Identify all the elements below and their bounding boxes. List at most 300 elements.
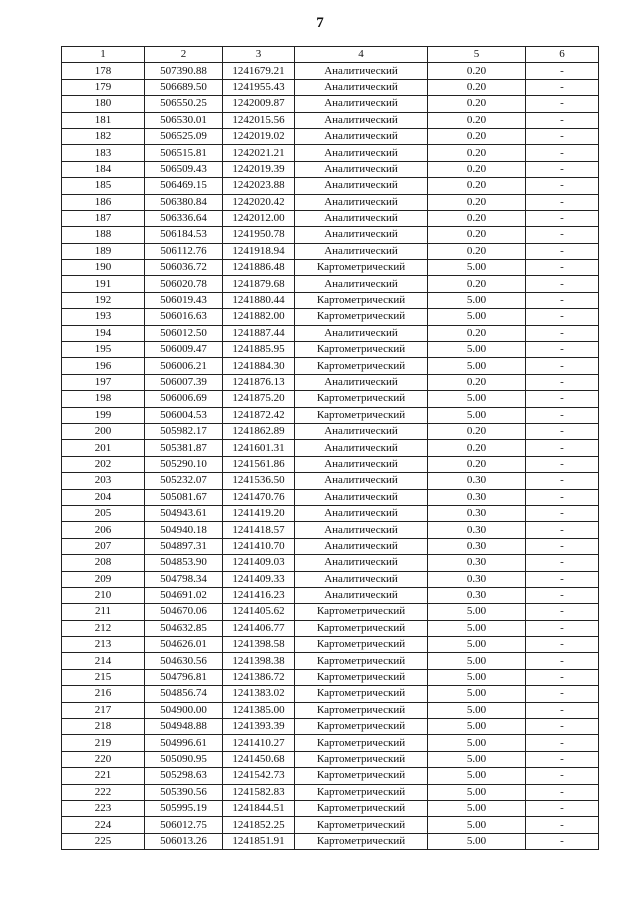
table-cell: 5.00 [428, 735, 526, 751]
table-cell: 505290.10 [145, 456, 223, 472]
table-cell: 1241882.00 [223, 309, 295, 325]
column-header: 4 [295, 47, 428, 63]
table-cell: - [526, 620, 599, 636]
table-cell: 506509.43 [145, 161, 223, 177]
table-cell: 5.00 [428, 358, 526, 374]
table-cell: 1241582.83 [223, 784, 295, 800]
table-cell: 506550.25 [145, 96, 223, 112]
table-cell: Картометрический [295, 653, 428, 669]
table-cell: Картометрический [295, 292, 428, 308]
table-cell: 504691.02 [145, 587, 223, 603]
table-cell: 5.00 [428, 833, 526, 849]
table-cell: - [526, 817, 599, 833]
table-row [62, 358, 599, 374]
table-cell: - [526, 522, 599, 538]
table-cell: 1242019.02 [223, 128, 295, 144]
column-header: 5 [428, 47, 526, 63]
table-cell: 188 [62, 227, 145, 243]
table-cell: Аналитический [295, 63, 428, 79]
table-cell: - [526, 325, 599, 341]
table-cell: 1241409.33 [223, 571, 295, 587]
table-cell: 213 [62, 637, 145, 653]
table-row [62, 112, 599, 128]
table-cell: 0.20 [428, 210, 526, 226]
table-cell: 5.00 [428, 800, 526, 816]
table-row [62, 768, 599, 784]
table-row [62, 604, 599, 620]
table-cell: 193 [62, 309, 145, 325]
table-cell: Аналитический [295, 522, 428, 538]
table-cell: Аналитический [295, 489, 428, 505]
table-cell: Аналитический [295, 128, 428, 144]
table-cell: 215 [62, 669, 145, 685]
table-row [62, 735, 599, 751]
table-cell: 1242015.56 [223, 112, 295, 128]
table-cell: - [526, 489, 599, 505]
table-cell: 506009.47 [145, 342, 223, 358]
table-cell: - [526, 735, 599, 751]
table-cell: 1241542.73 [223, 768, 295, 784]
table-cell: Картометрический [295, 604, 428, 620]
table-cell: 1242023.88 [223, 178, 295, 194]
table-cell: - [526, 210, 599, 226]
table-cell: - [526, 374, 599, 390]
table-cell: Аналитический [295, 243, 428, 259]
table-cell: 506007.39 [145, 374, 223, 390]
table-cell: 504626.01 [145, 637, 223, 653]
table-row [62, 276, 599, 292]
table-cell: 5.00 [428, 604, 526, 620]
table-cell: 1241885.95 [223, 342, 295, 358]
table-cell: 0.30 [428, 522, 526, 538]
table-cell: 1241601.31 [223, 440, 295, 456]
table-cell: 5.00 [428, 784, 526, 800]
table-cell: 1242012.00 [223, 210, 295, 226]
table-cell: 1241918.94 [223, 243, 295, 259]
table-cell: 5.00 [428, 391, 526, 407]
table-cell: 5.00 [428, 309, 526, 325]
table-cell: 5.00 [428, 719, 526, 735]
table-cell: 0.20 [428, 325, 526, 341]
table-row [62, 309, 599, 325]
table-cell: 181 [62, 112, 145, 128]
table-cell: 5.00 [428, 751, 526, 767]
table-cell: 506112.76 [145, 243, 223, 259]
table-cell: 0.20 [428, 63, 526, 79]
table-cell: 1241876.13 [223, 374, 295, 390]
table-cell: 504798.34 [145, 571, 223, 587]
table-cell: Картометрический [295, 260, 428, 276]
table-cell: Аналитический [295, 423, 428, 439]
table-cell: Аналитический [295, 325, 428, 341]
table-cell: 210 [62, 587, 145, 603]
table-cell: 202 [62, 456, 145, 472]
table-cell: 506525.09 [145, 128, 223, 144]
table-cell: 214 [62, 653, 145, 669]
table-cell: 1241561.86 [223, 456, 295, 472]
table-cell: 208 [62, 555, 145, 571]
table-row [62, 128, 599, 144]
table-cell: 1241862.89 [223, 423, 295, 439]
table-cell: Картометрический [295, 686, 428, 702]
table-cell: 0.20 [428, 96, 526, 112]
table-cell: - [526, 227, 599, 243]
table-cell: 506016.63 [145, 309, 223, 325]
table-cell: 506019.43 [145, 292, 223, 308]
table-cell: - [526, 194, 599, 210]
table-cell: Аналитический [295, 276, 428, 292]
column-header: 6 [526, 47, 599, 63]
table-cell: Аналитический [295, 538, 428, 554]
table-cell: 180 [62, 96, 145, 112]
table-row [62, 817, 599, 833]
table-cell: 195 [62, 342, 145, 358]
table-cell: 1241955.43 [223, 79, 295, 95]
table-cell: 1241886.48 [223, 260, 295, 276]
table-cell: 1241385.00 [223, 702, 295, 718]
table-cell: Аналитический [295, 227, 428, 243]
table-cell: 207 [62, 538, 145, 554]
table-cell: Аналитический [295, 505, 428, 521]
table-cell: - [526, 440, 599, 456]
table-cell: 505381.87 [145, 440, 223, 456]
table-cell: 222 [62, 784, 145, 800]
table-row [62, 79, 599, 95]
table-cell: 506380.84 [145, 194, 223, 210]
table-cell: 201 [62, 440, 145, 456]
table-cell: 182 [62, 128, 145, 144]
table-cell: 1241879.68 [223, 276, 295, 292]
table-cell: 0.30 [428, 587, 526, 603]
table-cell: 506184.53 [145, 227, 223, 243]
table-cell: 1241406.77 [223, 620, 295, 636]
table-cell: 1241884.30 [223, 358, 295, 374]
table-cell: - [526, 768, 599, 784]
table-cell: 0.20 [428, 456, 526, 472]
table-cell: - [526, 686, 599, 702]
table-cell: - [526, 784, 599, 800]
table-cell: 506012.50 [145, 325, 223, 341]
table-cell: 506004.53 [145, 407, 223, 423]
table-cell: 506006.69 [145, 391, 223, 407]
table-cell: Картометрический [295, 719, 428, 735]
table-cell: Аналитический [295, 571, 428, 587]
table-cell: 223 [62, 800, 145, 816]
table-cell: 1241852.25 [223, 817, 295, 833]
table-cell: 209 [62, 571, 145, 587]
table-row [62, 63, 599, 79]
table-cell: - [526, 604, 599, 620]
table-cell: Картометрический [295, 768, 428, 784]
table-cell: Аналитический [295, 555, 428, 571]
table-cell: - [526, 309, 599, 325]
table-cell: 1241418.57 [223, 522, 295, 538]
table-cell: 191 [62, 276, 145, 292]
table-row [62, 423, 599, 439]
table-cell: 5.00 [428, 817, 526, 833]
table-cell: 5.00 [428, 653, 526, 669]
table-cell: 0.20 [428, 243, 526, 259]
table-cell: 0.20 [428, 423, 526, 439]
table-cell: - [526, 342, 599, 358]
table-cell: 0.20 [428, 374, 526, 390]
table-row [62, 571, 599, 587]
table-cell: 0.30 [428, 555, 526, 571]
table-cell: Аналитический [295, 374, 428, 390]
table-cell: 1241679.21 [223, 63, 295, 79]
table-cell: 1242021.21 [223, 145, 295, 161]
table-cell: 212 [62, 620, 145, 636]
table-cell: - [526, 260, 599, 276]
table-cell: Аналитический [295, 145, 428, 161]
table-cell: Картометрический [295, 407, 428, 423]
table-row [62, 456, 599, 472]
table-cell: 505298.63 [145, 768, 223, 784]
table-cell: - [526, 178, 599, 194]
table-row [62, 686, 599, 702]
table-cell: Аналитический [295, 473, 428, 489]
table-row [62, 145, 599, 161]
table-cell: - [526, 555, 599, 571]
table-row [62, 407, 599, 423]
table-cell: 0.20 [428, 79, 526, 95]
table-cell: 225 [62, 833, 145, 849]
table-cell: Аналитический [295, 178, 428, 194]
table-row [62, 342, 599, 358]
table-cell: 504796.81 [145, 669, 223, 685]
table-cell: 1241398.38 [223, 653, 295, 669]
table-row [62, 522, 599, 538]
table-row [62, 538, 599, 554]
table-cell: Картометрический [295, 817, 428, 833]
table-row [62, 243, 599, 259]
table-cell: - [526, 128, 599, 144]
table-cell: Аналитический [295, 210, 428, 226]
table-cell: - [526, 456, 599, 472]
table-cell: 198 [62, 391, 145, 407]
table-cell: 1241450.68 [223, 751, 295, 767]
table-cell: 178 [62, 63, 145, 79]
table-cell: - [526, 833, 599, 849]
table-cell: 1241880.44 [223, 292, 295, 308]
table-cell: 504856.74 [145, 686, 223, 702]
table-row [62, 473, 599, 489]
table-row [62, 489, 599, 505]
table-cell: 505090.95 [145, 751, 223, 767]
table-cell: 1241393.39 [223, 719, 295, 735]
table-cell: 1241409.03 [223, 555, 295, 571]
table-cell: 504948.88 [145, 719, 223, 735]
table-cell: 506020.78 [145, 276, 223, 292]
table-cell: - [526, 79, 599, 95]
table-cell: 505081.67 [145, 489, 223, 505]
table-cell: 1242019.39 [223, 161, 295, 177]
table-row [62, 292, 599, 308]
table-cell: 505390.56 [145, 784, 223, 800]
table-cell: - [526, 358, 599, 374]
column-header: 1 [62, 47, 145, 63]
page-number: 7 [316, 15, 324, 31]
table-row [62, 194, 599, 210]
table-cell: 203 [62, 473, 145, 489]
table-cell: 217 [62, 702, 145, 718]
table-cell: 0.20 [428, 128, 526, 144]
table-cell: Аналитический [295, 96, 428, 112]
table-cell: 1241383.02 [223, 686, 295, 702]
table-cell: Картометрический [295, 391, 428, 407]
table-cell: 1242009.87 [223, 96, 295, 112]
table-cell: 1241844.51 [223, 800, 295, 816]
table-cell: 5.00 [428, 686, 526, 702]
table-cell: 1241398.58 [223, 637, 295, 653]
table-row [62, 669, 599, 685]
table-row [62, 653, 599, 669]
table-cell: 211 [62, 604, 145, 620]
table-cell: Картометрический [295, 833, 428, 849]
table-cell: Картометрический [295, 751, 428, 767]
table-cell: 0.20 [428, 145, 526, 161]
table-cell: - [526, 473, 599, 489]
table-cell: 506515.81 [145, 145, 223, 161]
table-cell: 0.30 [428, 538, 526, 554]
table-cell: - [526, 751, 599, 767]
table-cell: 505982.17 [145, 423, 223, 439]
table-row [62, 260, 599, 276]
table-body [62, 63, 599, 850]
table-cell: 0.30 [428, 505, 526, 521]
table-cell: - [526, 391, 599, 407]
table-cell: Картометрический [295, 358, 428, 374]
table-cell: 506006.21 [145, 358, 223, 374]
table-cell: - [526, 145, 599, 161]
table-cell: Аналитический [295, 194, 428, 210]
table-cell: Картометрический [295, 309, 428, 325]
column-header: 3 [223, 47, 295, 63]
table-cell: 0.30 [428, 473, 526, 489]
table-cell: - [526, 276, 599, 292]
table-cell: 196 [62, 358, 145, 374]
table-cell: 5.00 [428, 342, 526, 358]
table-cell: - [526, 538, 599, 554]
table-row [62, 637, 599, 653]
table-cell: - [526, 243, 599, 259]
table-cell: - [526, 96, 599, 112]
table-cell: 221 [62, 768, 145, 784]
table-cell: 0.20 [428, 178, 526, 194]
table-cell: 0.30 [428, 489, 526, 505]
table-row [62, 96, 599, 112]
table-row [62, 161, 599, 177]
table-cell: 5.00 [428, 637, 526, 653]
table-cell: 1242020.42 [223, 194, 295, 210]
table-cell: Картометрический [295, 620, 428, 636]
table-cell: 1241887.44 [223, 325, 295, 341]
table-cell: 5.00 [428, 260, 526, 276]
table-cell: 224 [62, 817, 145, 833]
table-cell: 504900.00 [145, 702, 223, 718]
table-cell: 1241416.23 [223, 587, 295, 603]
table-cell: 504943.61 [145, 505, 223, 521]
table-cell: Картометрический [295, 342, 428, 358]
table-cell: 1241872.42 [223, 407, 295, 423]
table-cell: Аналитический [295, 440, 428, 456]
table-cell: Аналитический [295, 456, 428, 472]
table-cell: 206 [62, 522, 145, 538]
table-cell: 1241386.72 [223, 669, 295, 685]
table-cell: 187 [62, 210, 145, 226]
table-cell: 1241419.20 [223, 505, 295, 521]
table-cell: - [526, 407, 599, 423]
table-cell: - [526, 63, 599, 79]
table-row [62, 833, 599, 849]
table-cell: 506012.75 [145, 817, 223, 833]
table-row [62, 784, 599, 800]
table-cell: - [526, 505, 599, 521]
table-cell: 506530.01 [145, 112, 223, 128]
table-cell: 204 [62, 489, 145, 505]
table-row [62, 587, 599, 603]
table-cell: Аналитический [295, 79, 428, 95]
table-cell: 184 [62, 161, 145, 177]
table-cell: - [526, 161, 599, 177]
table-cell: 1241875.20 [223, 391, 295, 407]
table-header-row [62, 47, 599, 63]
column-header: 2 [145, 47, 223, 63]
table-cell: - [526, 292, 599, 308]
table-cell: Картометрический [295, 637, 428, 653]
table-cell: 5.00 [428, 292, 526, 308]
table-cell: - [526, 423, 599, 439]
coordinates-table [61, 46, 599, 850]
table-cell: 189 [62, 243, 145, 259]
table-cell: 216 [62, 686, 145, 702]
table-cell: 5.00 [428, 768, 526, 784]
table-cell: 200 [62, 423, 145, 439]
table-cell: 5.00 [428, 669, 526, 685]
table-cell: 186 [62, 194, 145, 210]
table-cell: 1241536.50 [223, 473, 295, 489]
table-row [62, 391, 599, 407]
table-cell: Аналитический [295, 587, 428, 603]
table-cell: 504630.56 [145, 653, 223, 669]
table-row [62, 800, 599, 816]
table-cell: 0.20 [428, 276, 526, 292]
table-cell: - [526, 637, 599, 653]
table-cell: 220 [62, 751, 145, 767]
table-cell: 504897.31 [145, 538, 223, 554]
table-cell: 0.20 [428, 440, 526, 456]
table-cell: 205 [62, 505, 145, 521]
table-cell: - [526, 669, 599, 685]
table-cell: - [526, 719, 599, 735]
table-row [62, 555, 599, 571]
table-cell: 504670.06 [145, 604, 223, 620]
table-cell: 0.20 [428, 194, 526, 210]
table-cell: 218 [62, 719, 145, 735]
table-cell: 0.20 [428, 227, 526, 243]
table-cell: 1241470.76 [223, 489, 295, 505]
table-cell: 504632.85 [145, 620, 223, 636]
table-cell: 5.00 [428, 620, 526, 636]
table-cell: 0.20 [428, 161, 526, 177]
table-cell: 199 [62, 407, 145, 423]
table-cell: 504996.61 [145, 735, 223, 751]
table-cell: 506336.64 [145, 210, 223, 226]
table-cell: 0.20 [428, 112, 526, 128]
table-cell: Аналитический [295, 161, 428, 177]
table-cell: 1241405.62 [223, 604, 295, 620]
table-row [62, 719, 599, 735]
